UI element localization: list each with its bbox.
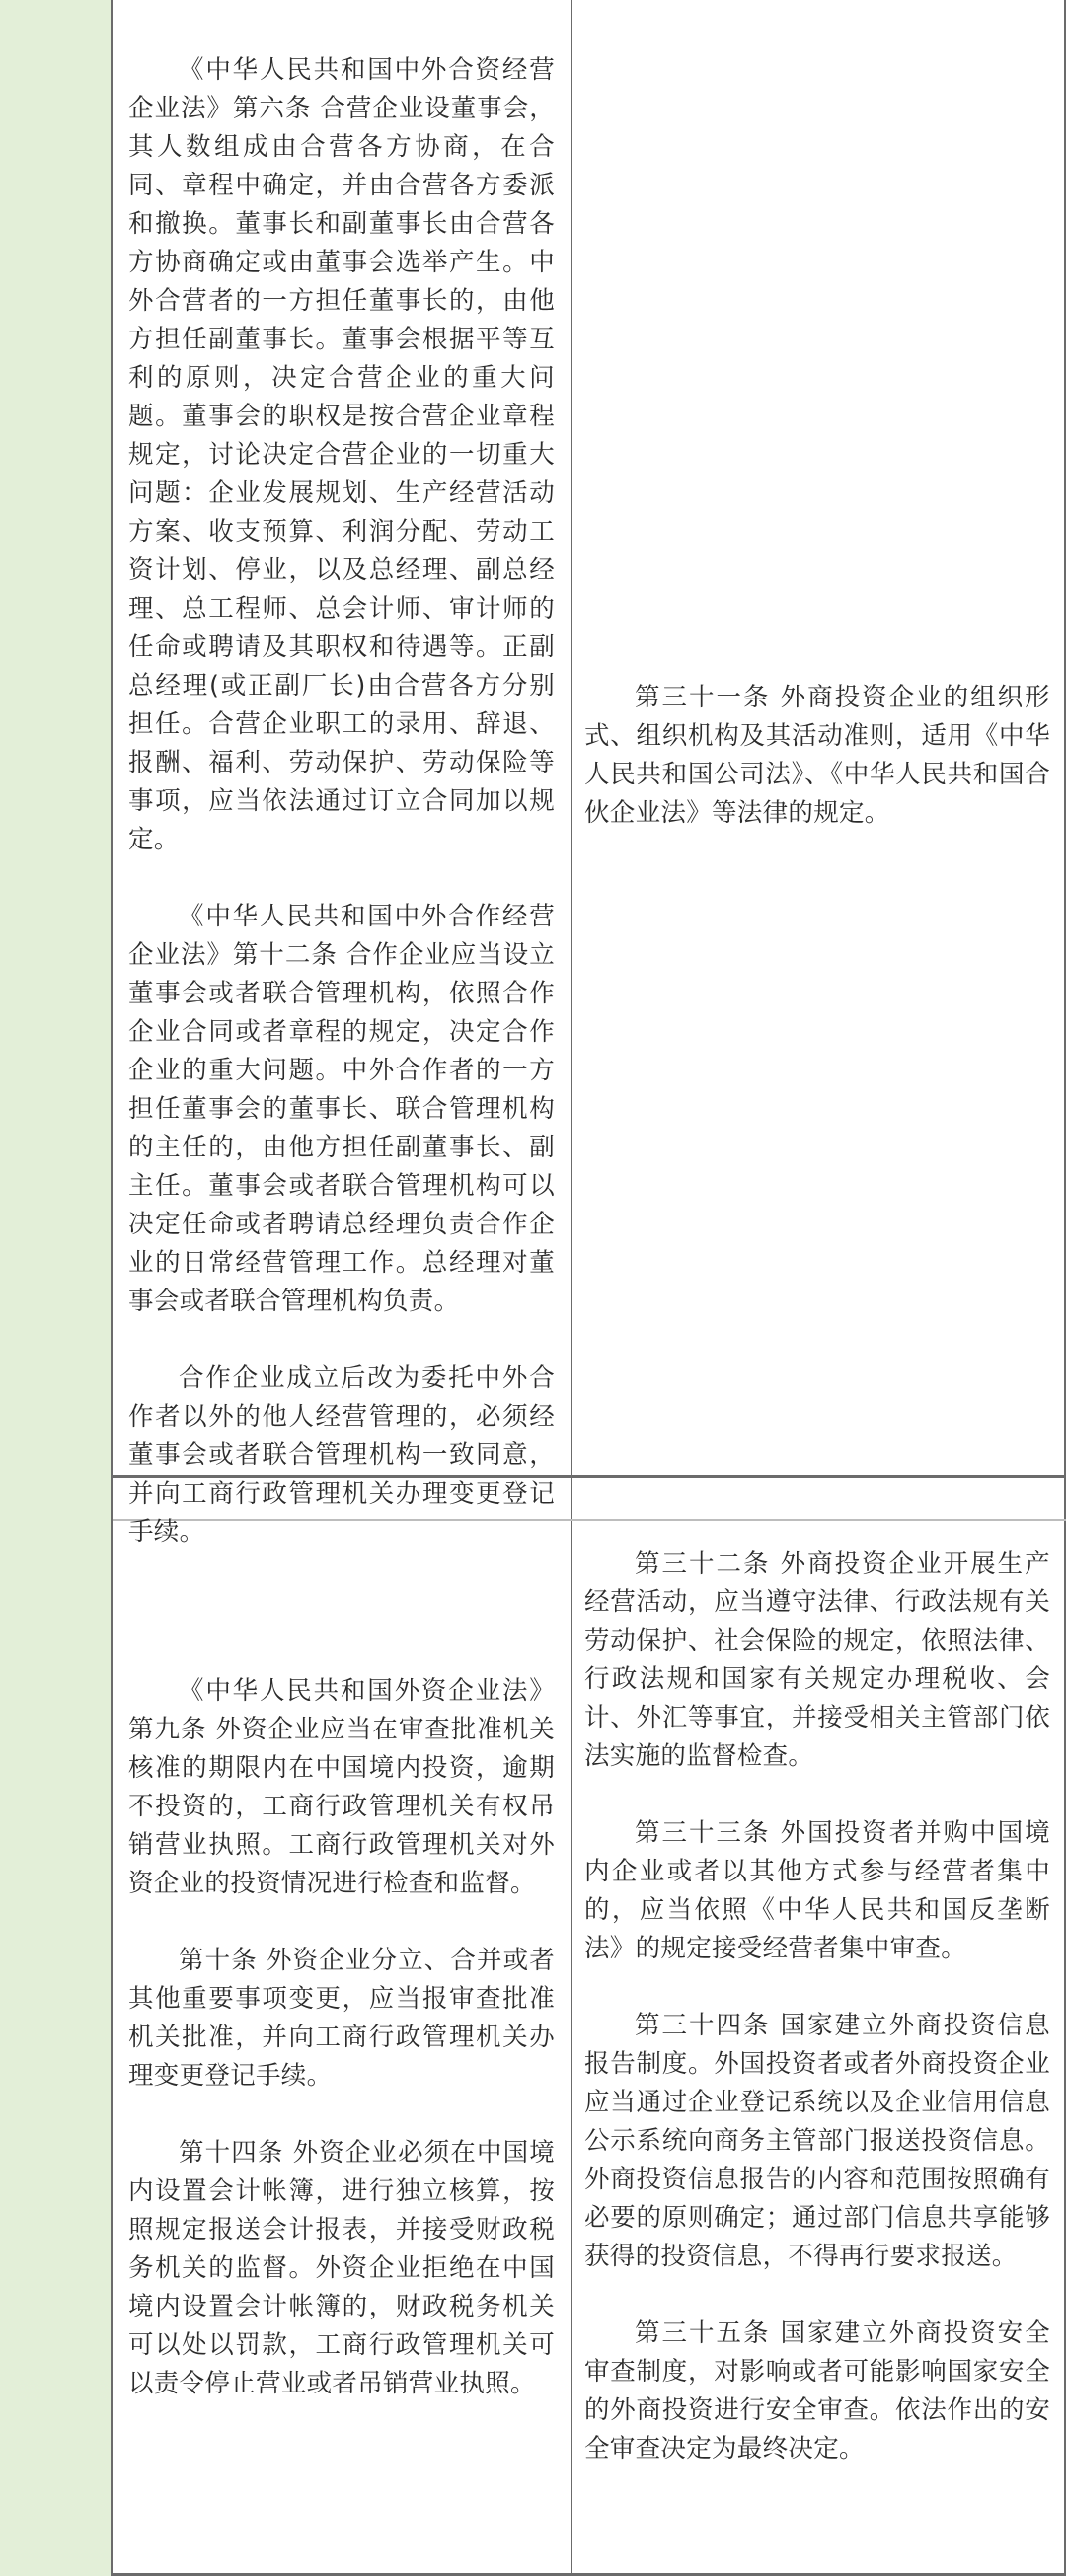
row1-old-law-cell — [128, 51, 555, 1552]
row2-old-law-cell — [128, 1672, 555, 2403]
old-law-paragraph: 合作企业成立后改为委托中外合作者以外的他人经营管理的，必须经董事会或者联合管理机构一致同意，并向工商行政管理机关办理变更登记手续。 — [128, 1363, 555, 1547]
row2-new-law-cell — [584, 1545, 1050, 2468]
new-law-paragraph: 第三十三条 外国投资者并购中国境内企业或者以其他方式参与经营者集中的，应当依照《中华人民共和国反垄断法》的规定接受经营者集中审查。 — [584, 1818, 1050, 1963]
column-divider — [571, 0, 572, 2576]
old-law-paragraph: 第十四条 外资企业必须在中国境内设置会计帐簿，进行独立核算，按照规定报送会计报表，并接受财政税务机关的监督。外资企业拒绝在中国境内设置会计帐簿的，财政税务机关可以处以罚款，工商行政管理机关可以责令停止营业或者吊销营业执照。 — [128, 2138, 555, 2398]
row1-new-law-cell — [584, 679, 1050, 833]
side-column — [0, 0, 113, 2576]
old-law-paragraph: 《中华人民共和国外资企业法》第九条 外资企业应当在审查批准机关核准的期限内在中国境内投资，逾期不投资的，工商行政管理机关有权吊销营业执照。工商行政管理机关对外资企业的投资情况进行检查和监督。 — [128, 1676, 555, 1898]
new-law-paragraph: 第三十四条 国家建立外商投资信息报告制度。外国投资者或者外商投资企业应当通过企业登记系统以及企业信用信息公示系统向商务主管部门报送投资信息。外商投资信息报告的内容和范围按照确有必要的原则确定；通过部门信息共享能够获得的投资信息，不得再行要求报送。 — [584, 2011, 1050, 2271]
old-law-paragraph: 《中华人民共和国中外合作经营企业法》第十二条 合作企业应当设立董事会或者联合管理机构，依照合作企业合同或者章程的规定，决定合作企业的重大问题。中外合作者的一方担任董事会的董事长、联合管理机构的主任的，由他方担任副董事长、副主任。董事会或者联合管理机构可以决定任命或者聘请总经理负责合作企业的日常经营管理工作。总经理对董事会或者联合管理机构负责。 — [128, 902, 555, 1316]
new-law-paragraph: 第三十五条 国家建立外商投资安全审查制度，对影响或者可能影响国家安全的外商投资进行安全审查。依法作出的安全审查决定为最终决定。 — [584, 2318, 1050, 2464]
new-law-paragraph: 第三十一条 外商投资企业的组织形式、组织机构及其活动准则，适用《中华人民共和国公司法》、《中华人民共和国合伙企业法》等法律的规定。 — [584, 683, 1050, 828]
old-law-paragraph: 第十条 外资企业分立、合并或者其他重要事项变更，应当报审查批准机关批准，并向工商行政管理机关办理变更登记手续。 — [128, 1946, 555, 2091]
old-law-paragraph: 《中华人民共和国中外合资经营企业法》第六条 合营企业设董事会，其人数组成由合营各方协商，在合同、章程中确定，并由合营各方委派和撤换。董事长和副董事长由合营各方协商确定或由董事会选举产生。中外合营者的一方担任董事长的，由他方担任副董事长。董事会根据平等互利的原则，决定合营企业的重大问题。董事会的职权是按合营企业章程规定，讨论决定合营企业的一切重大问题：企业发展规划、生产经营活动方案、收支预算、利润分配、劳动工资计划、停业，以及总经理、副总经理、总工程师、总会计师、审计师的任命或聘请及其职权和待遇等。正副总经理(或正副厂长)由合营各方分别担任。合营企业职工的录用、辞退、报酬、福利、劳动保护、劳动保险等事项，应当依法通过订立合同加以规定。 — [128, 55, 555, 854]
new-law-paragraph: 第三十二条 外商投资企业开展生产经营活动，应当遵守法律、行政法规有关劳动保护、社会保险的规定，依照法律、行政法规和国家有关规定办理税收、会计、外汇等事宜，并接受相关主管部门依法实施的监督检查。 — [584, 1549, 1050, 1771]
